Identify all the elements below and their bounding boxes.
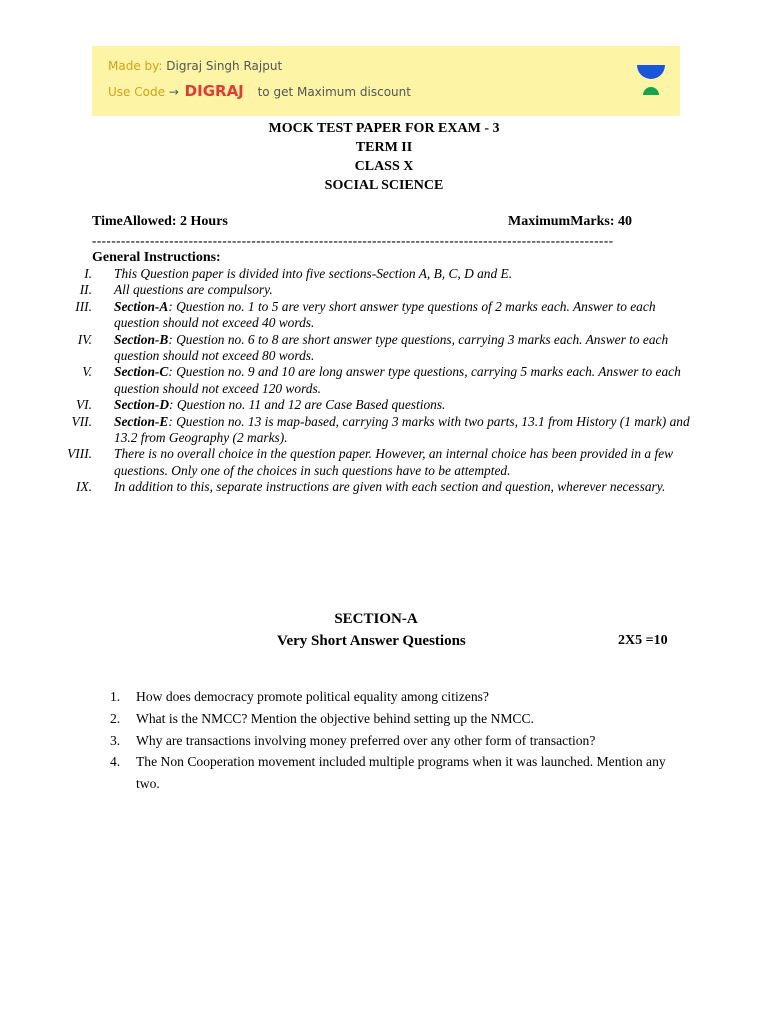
question-number: 3.	[110, 732, 121, 748]
promo-banner	[92, 46, 680, 116]
instruction-body: All questions are compulsory.	[114, 282, 273, 298]
question-item	[110, 686, 670, 708]
paper-class: CLASS X	[354, 159, 414, 174]
instruction-item	[40, 332, 700, 365]
instruction-body: : Question no. 13 is map-based, carrying 3 marks with two parts, 13.1 from History (1 mark) and 13.2 from Geography (2 marks).	[114, 413, 690, 446]
paper-title: MOCK TEST PAPER FOR EXAM - 3	[268, 121, 500, 136]
section-a-title: SECTION-A	[334, 611, 418, 627]
instruction-text	[114, 446, 700, 479]
instruction-section-label: Section-B	[114, 331, 169, 347]
question-item	[110, 751, 670, 795]
general-instructions-heading: General Instructions:	[92, 250, 221, 265]
question-text: How does democracy promote political equality among citizens?	[136, 689, 489, 704]
question-list	[110, 686, 670, 795]
instruction-number: VIII.	[67, 446, 92, 462]
instruction-number: V.	[82, 364, 92, 380]
instruction-number: II.	[79, 282, 92, 298]
instruction-section-label: Section-E	[114, 413, 169, 429]
instruction-text	[114, 479, 700, 495]
instruction-number: VII.	[71, 413, 92, 429]
instruction-body: In addition to this, separate instructions are given with each section and question, wherever necessary.	[114, 479, 666, 495]
instruction-text	[114, 397, 700, 413]
instruction-item	[40, 364, 700, 397]
divider-line: ------------------------------------------------------------------------------------------------------------	[92, 233, 614, 248]
instruction-body: : Question no. 6 to 8 are short answer type questions, carrying 3 marks each. Answer to each question should not exceed 80 words.	[114, 331, 669, 364]
use-code-prefix: Use Code	[108, 85, 165, 99]
question-number: 1.	[110, 689, 121, 704]
arrow-icon: →	[168, 85, 179, 99]
question-number: 2.	[110, 710, 121, 726]
instruction-item	[40, 299, 700, 332]
question-text: The Non Cooperation movement included multiple programs when it was launched. Mention any two.	[136, 754, 666, 792]
instruction-body: : Question no. 11 and 12 are Case Based questions.	[169, 397, 446, 413]
instruction-body: This Question paper is divided into five sections-Section A, B, C, D and E.	[114, 266, 513, 281]
paper-term: TERM II	[355, 140, 413, 155]
instruction-section-label: Section-A	[114, 298, 169, 314]
instruction-item	[40, 446, 700, 479]
instruction-item	[40, 479, 700, 495]
question-text: Why are transactions involving money preferred over any other form of transaction?	[136, 732, 596, 748]
question-item	[110, 730, 670, 752]
question-number: 4.	[110, 754, 121, 770]
promo-suffix: to get Maximum discount	[257, 85, 411, 99]
instruction-section-label: Section-D	[114, 397, 170, 413]
promo-code-line	[108, 82, 411, 100]
section-a-subtitle: Very Short Answer Questions	[277, 633, 466, 649]
instructions-list	[40, 266, 700, 496]
question-text: What is the NMCC? Mention the objective behind setting up the NMCC.	[136, 710, 534, 726]
instruction-body: : Question no. 9 and 10 are long answer type questions, carrying 5 marks each. Answer to each question should not exceed 120 words.	[114, 364, 681, 396]
instruction-body: : Question no. 1 to 5 are very short answer type questions of 2 marks each. Answer to each question should not exceed 40 words.	[114, 298, 656, 331]
made-by-prefix: Made by:	[108, 59, 163, 73]
paper-subject: SOCIAL SCIENCE	[324, 178, 444, 193]
instruction-text	[114, 332, 700, 365]
instruction-item	[40, 282, 700, 298]
unacademy-logo-icon	[633, 61, 669, 101]
instruction-item	[40, 414, 700, 447]
instruction-text	[114, 282, 700, 298]
maximum-marks: MaximumMarks: 40	[508, 214, 633, 229]
instruction-number: VI.	[76, 397, 92, 413]
instruction-section-label: Section-C	[114, 364, 169, 380]
time-allowed: TimeAllowed: 2 Hours	[92, 214, 228, 229]
question-item	[110, 708, 670, 730]
instruction-text	[114, 266, 700, 282]
instruction-text	[114, 299, 700, 332]
instruction-number: I.	[84, 266, 92, 281]
made-by-name: Digraj Singh Rajput	[166, 59, 283, 73]
instruction-text	[114, 414, 700, 447]
made-by-line	[108, 59, 282, 73]
promo-code: DIGRAJ	[184, 82, 244, 100]
instruction-number: IV.	[77, 331, 92, 347]
section-a-marks: 2X5 =10	[618, 633, 668, 648]
instruction-item	[40, 266, 700, 282]
instruction-text	[114, 364, 700, 397]
instruction-body: There is no overall choice in the question paper. However, an internal choice has been provided in a few questions. Only one of the choices in such questions have to be attempted.	[114, 446, 674, 478]
instruction-number: IX.	[76, 479, 92, 495]
instruction-number: III.	[75, 298, 92, 314]
instruction-item	[40, 397, 700, 413]
